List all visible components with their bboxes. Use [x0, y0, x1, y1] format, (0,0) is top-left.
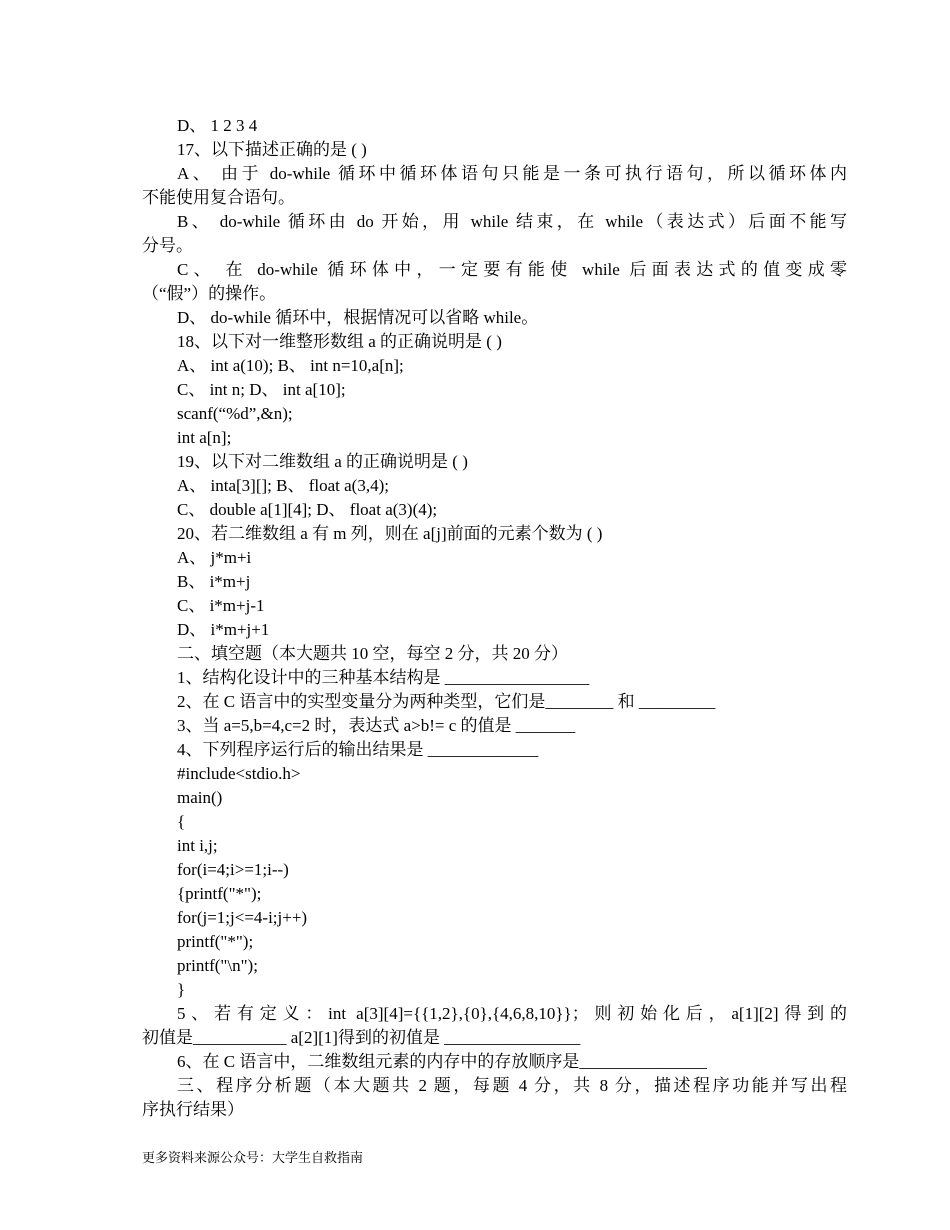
code-line: printf("*");	[177, 932, 254, 951]
code-line-scanf: scanf(“%d”,&n);	[177, 404, 293, 423]
option-a-17: A、 由于 do-while 循环中循环体语句只能是一条可执行语句，所以循环体内	[177, 164, 847, 183]
fill-question-3: 3、当 a=5,b=4,c=2 时，表达式 a>b!= c 的值是 _______	[177, 716, 576, 735]
option-b-17-cont: 分号。	[142, 236, 193, 255]
question-20: 20、若二维数组 a 有 m 列，则在 a[j]前面的元素个数为 ( )	[177, 524, 603, 543]
code-line: int i,j;	[177, 836, 218, 855]
question-17: 17、以下描述正确的是 ( )	[177, 140, 367, 159]
option-c-17-cont: （“假”）的操作。	[142, 284, 277, 303]
option-c-20: C、 i*m+j-1	[177, 596, 265, 615]
question-18: 18、以下对一维整形数组 a 的正确说明是 ( )	[177, 332, 502, 351]
fill-question-5: 5、若有定义：int a[3][4]={{1,2},{0},{4,6,8,10}}；则初始化后，a[1][2]得到的	[177, 1004, 847, 1023]
code-line: for(i=4;i>=1;i--)	[177, 860, 289, 879]
code-line: printf("\n");	[177, 956, 258, 975]
fill-question-5-cont: 初值是___________ a[2][1]得到的初值是 ________________	[142, 1028, 581, 1047]
code-line: for(j=1;j<=4-i;j++)	[177, 908, 308, 927]
fill-question-2: 2、在 C 语言中的实型变量分为两种类型，它们是________ 和 _________	[177, 692, 716, 711]
question-19: 19、以下对二维数组 a 的正确说明是 ( )	[177, 452, 468, 471]
code-line: {printf("*");	[177, 884, 262, 903]
option-c-17: C、 在 do-while 循环体中，一定要有能使 while 后面表达式的值变成零	[177, 260, 847, 279]
option-a-17-cont: 不能使用复合语句。	[142, 188, 295, 207]
footer-note: 更多资料来源公众号：大学生自救指南	[142, 1151, 364, 1166]
option-a-20: A、 j*m+i	[177, 548, 252, 567]
code-line: #include<stdio.h>	[177, 764, 301, 783]
option-d-17: D、 do-while 循环中，根据情况可以省略 while。	[177, 308, 539, 327]
option-b-17: B、 do-while 循环由 do 开始，用 while 结束，在 while（表达式）后面不能写	[177, 212, 847, 231]
fill-question-1: 1、结构化设计中的三种基本结构是 _________________	[177, 668, 590, 687]
fill-question-4: 4、下列程序运行后的输出结果是 _____________	[177, 740, 539, 759]
code-line: {	[177, 812, 186, 831]
code-line: main()	[177, 788, 223, 807]
code-line-int-an: int a[n];	[177, 428, 232, 447]
option-ab-19: A、 inta[3][]; B、 float a(3,4);	[177, 476, 389, 495]
section-heading-fill-blank: 二、填空题（本大题共 10 空，每空 2 分，共 20 分）	[177, 644, 568, 663]
fill-question-6: 6、在 C 语言中，二维数组元素的内存中的存放顺序是_______________	[177, 1052, 707, 1071]
option-b-20: B、 i*m+j	[177, 572, 251, 591]
section-heading-program-analysis-cont: 序执行结果）	[142, 1100, 244, 1119]
option-cd-19: C、 double a[1][4]; D、 float a(3)(4);	[177, 500, 438, 519]
option-d-16: D、 1 2 3 4	[177, 116, 258, 135]
option-cd-18: C、 int n; D、 int a[10];	[177, 380, 346, 399]
code-line: }	[177, 980, 186, 999]
option-ab-18: A、 int a(10); B、 int n=10,a[n];	[177, 356, 404, 375]
section-heading-program-analysis: 三、程序分析题（本大题共 2 题，每题 4 分，共 8 分，描述程序功能并写出程	[177, 1076, 847, 1095]
option-d-20: D、 i*m+j+1	[177, 620, 270, 639]
